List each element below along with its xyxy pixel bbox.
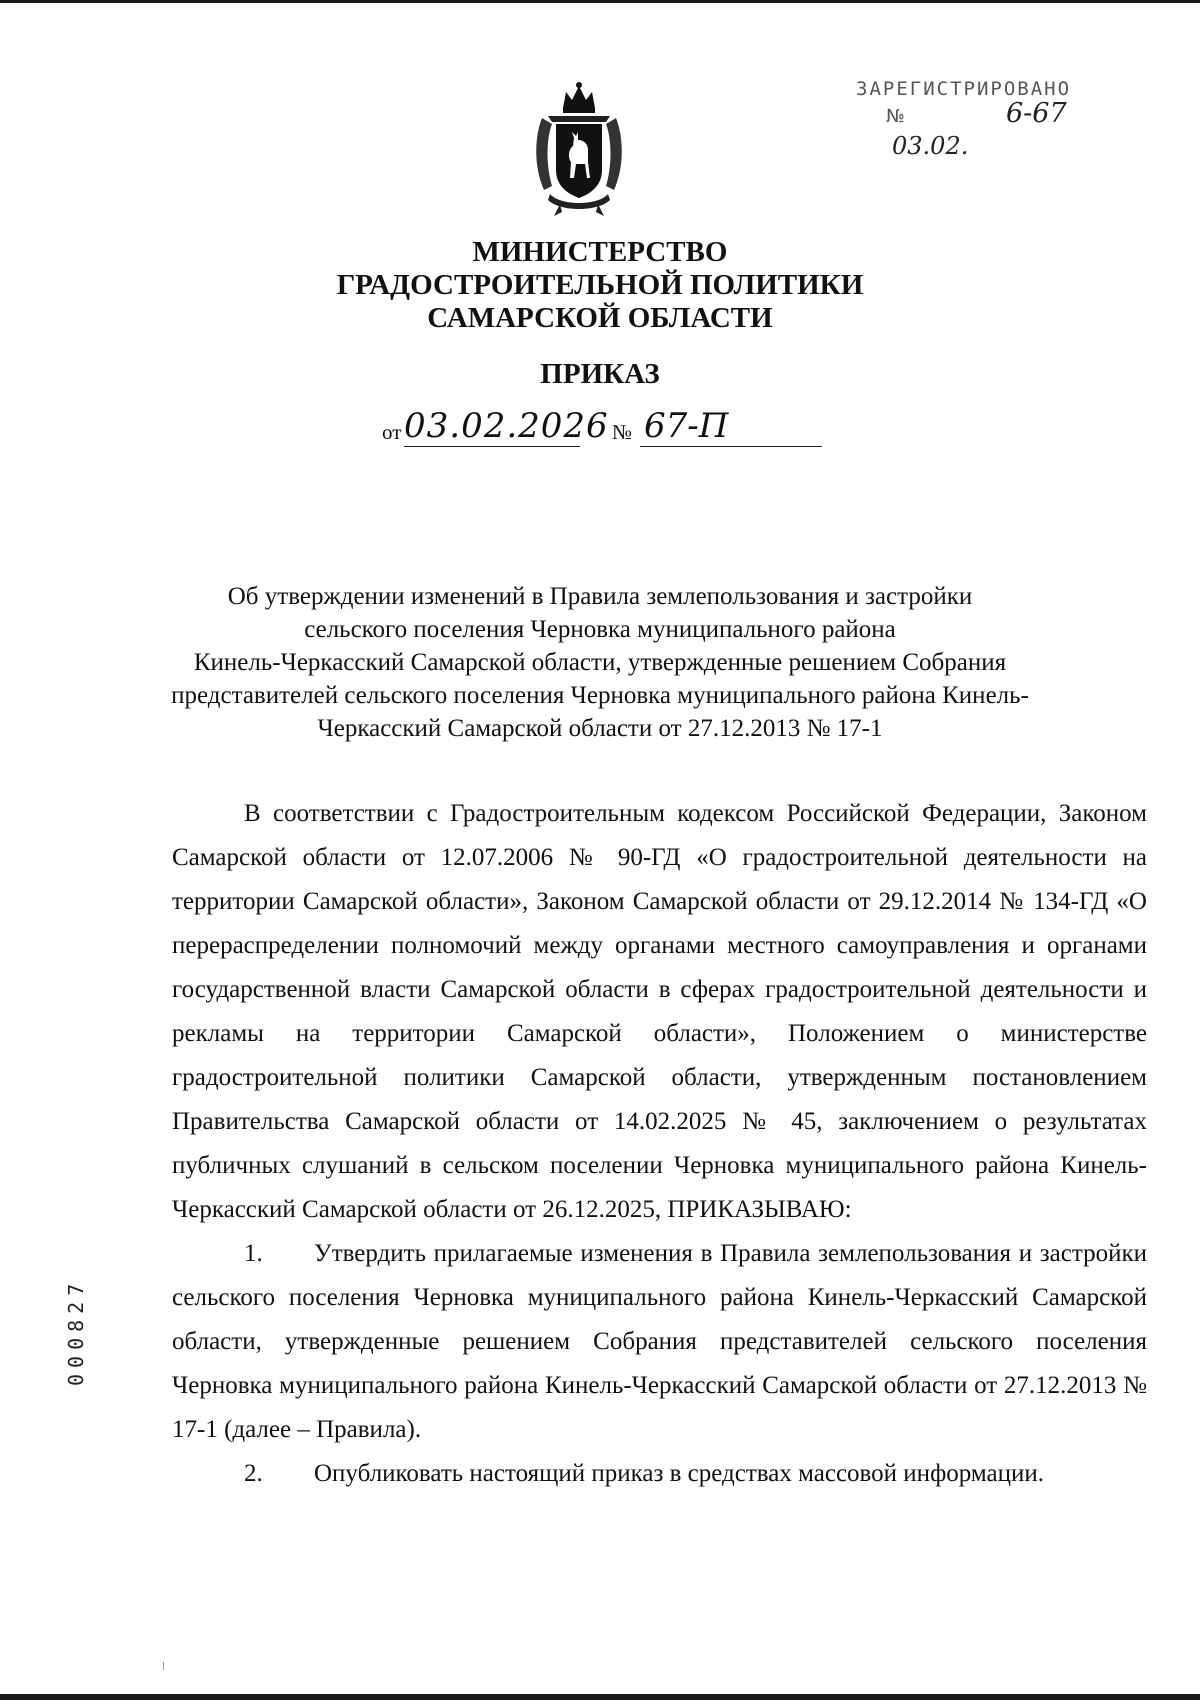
registration-stamp [856, 78, 1086, 158]
order-title [120, 580, 1080, 745]
stamp-handwritten-number: 6-67 [1006, 98, 1067, 129]
order-body [172, 792, 1147, 1496]
scan-top-border [0, 0, 1200, 3]
side-serial-text: 000827 [64, 1277, 88, 1386]
date-underline [404, 446, 580, 447]
order-date: 03.02.2026 [404, 406, 609, 446]
ministry-name [0, 236, 1200, 335]
date-label: от [382, 420, 402, 444]
preamble-paragraph: В соответствии с Градостроительным кодексом Российской Федерации, Законом Самарской области от 12.07.2006 № 90-ГД «О градостроительной деятельности на территории Самарской области», Законом Самарской области от 29.12.2014 № 134-ГД «О перераспределении полномочий между органами местного самоуправления и органами государственной власти Самарской области в сферах градостроительной деятельности и рекламы на территории Самарской области», Положением о министерстве градостроительной политики Самарской области, утвержденным постановлением Правительства Самарской области от 14.02.2025 № 45, заключением о результатах публичных слушаний в сельском поселении Черновка муниципального района Кинель-Черкасский Самарской области от 26.12.2025, ПРИКАЗЫВАЮ: [172, 800, 1147, 1223]
item-text: Утвердить прилагаемые изменения в Правила землепользования и застройки сельского поселения Черновка муниципального района Кинель-Черкасский Самарской области, утвержденные решением Собрания представителей сельского поселения Черновка муниципального района Кинель-Черкасский Самарской области от 27.12.2013 № 17-1 (далее – Правила). [172, 1240, 1147, 1443]
side-serial-number [64, 1266, 88, 1386]
ministry-line: ГРАДОСТРОИТЕЛЬНОЙ ПОЛИТИКИ [336, 269, 864, 301]
title-line: Кинель-Черкасский Самарской области, утвержденные решением Собрания [193, 649, 1007, 676]
order-item [172, 1232, 1147, 1452]
scan-bottom-border [0, 1694, 1200, 1700]
item-number: 1. [244, 1240, 263, 1267]
stamp-header: ЗАРЕГИСТРИРОВАНО [856, 78, 1072, 100]
stamp-number-prefix: № [886, 106, 905, 127]
ministry-line: МИНИСТЕРСТВО [472, 236, 728, 268]
samara-coat-of-arms-icon [530, 78, 628, 218]
number-underline [640, 446, 822, 447]
number-label: № [612, 420, 633, 444]
title-line: Об утверждении изменений в Правила землепользования и застройки [227, 583, 973, 610]
title-line: Черкасский Самарской области от 27.12.2013 № 17-1 [317, 715, 883, 742]
item-text: Опубликовать настоящий приказ в средствах массовой информации. [314, 1460, 1045, 1487]
order-number: 67-П [644, 406, 729, 446]
title-line: представителей сельского поселения Черновка муниципального района Кинель- [171, 682, 1029, 709]
ministry-line: САМАРСКОЙ ОБЛАСТИ [427, 302, 773, 334]
document-type: ПРИКАЗ [540, 358, 660, 390]
order-item [172, 1452, 1147, 1496]
scan-speck [163, 1662, 164, 1670]
stamp-handwritten-date: 03.02. [892, 132, 969, 160]
order-date-number [382, 406, 822, 450]
title-line: сельского поселения Черновка муниципального района [304, 616, 896, 643]
item-number: 2. [244, 1460, 263, 1487]
